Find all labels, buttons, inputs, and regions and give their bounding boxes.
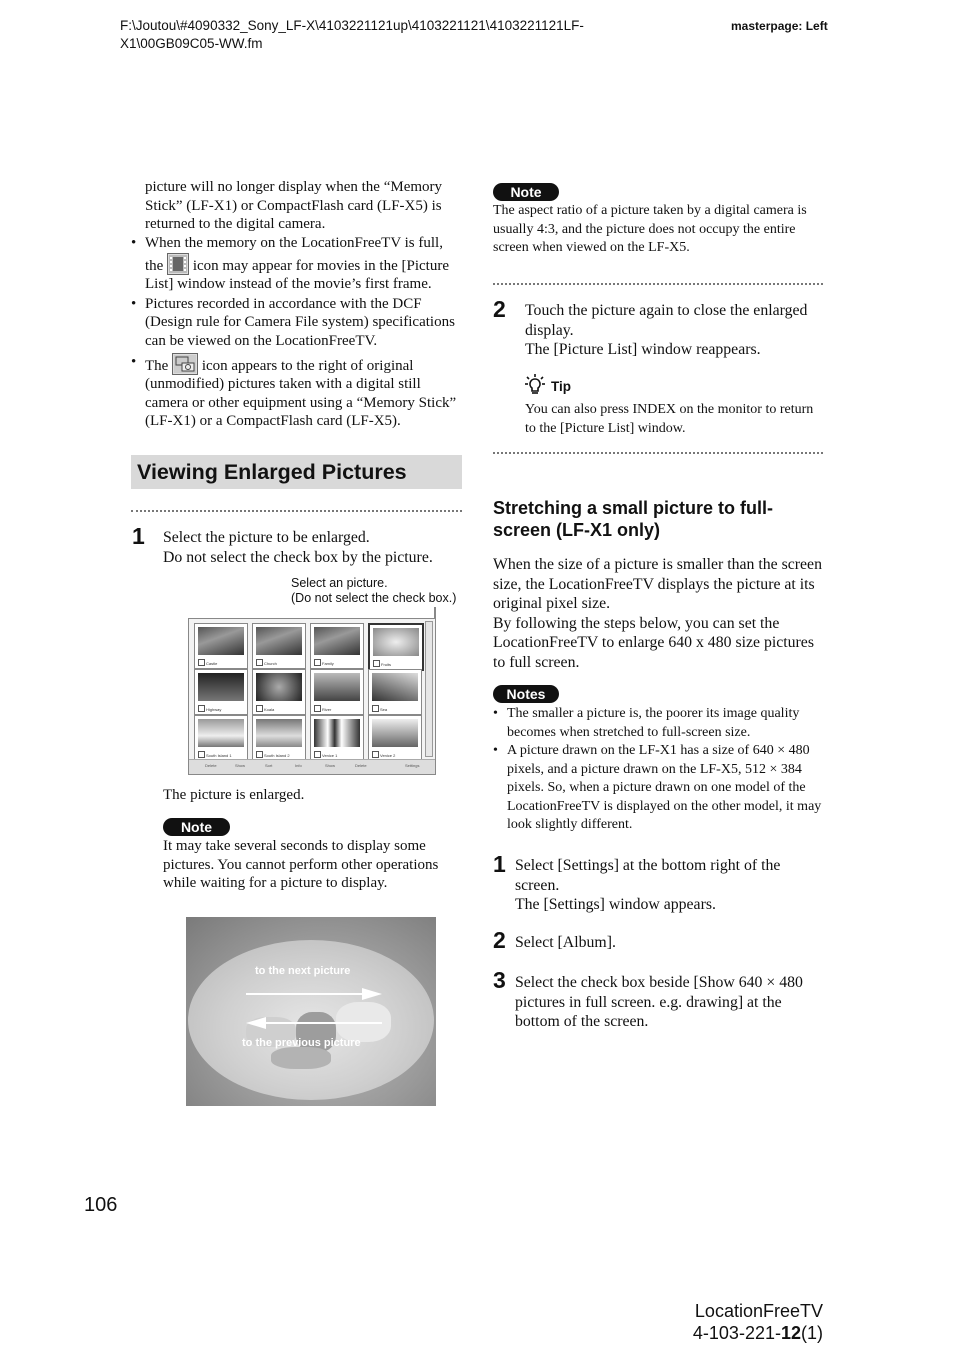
tip-text: You can also press INDEX on the monitor to return to the [Picture List] window.: [525, 402, 814, 436]
product-name: LocationFreeTV: [694, 1301, 823, 1321]
settings-button[interactable]: Settings: [405, 763, 420, 768]
thumbnail[interactable]: South Island 2: [252, 715, 306, 761]
enlarged-caption: The picture is enlarged.: [163, 787, 305, 803]
thumbnail[interactable]: Castle: [194, 623, 248, 669]
settings-step-2: Select [Album].: [515, 934, 616, 951]
bullet-item: • The icon appears to the right of original (unmodified) pictures taken with a digital still camera or other equipment using a “Memory Stick” (LF-X1) or a CompactFlash card (LF-X5).: [131, 353, 463, 431]
bullet-list: [131, 234, 463, 431]
notes-item: • A picture drawn on the LF-X1 has a size of 640 × 480 pixels, and a picture drawn on the LF-X5, 512 × 384 pixels. So, when a picture drawn on one model of the LocationFreeTV is displayed on the other model, it may look slightly different.: [493, 742, 825, 835]
thumbnail[interactable]: Koala: [252, 669, 306, 715]
toolbar-button[interactable]: Show: [235, 763, 246, 768]
notes-list: [493, 705, 825, 835]
intro-continued: picture will no longer display when the “Memory Stick” (LF-X1) or CompactFlash card (LF-X5) is returned to the digital camera.: [145, 179, 443, 233]
product-code: 4-103-221-12(1): [692, 1323, 823, 1343]
next-picture-label: to the next picture: [255, 965, 351, 977]
thumbnail[interactable]: Family: [310, 623, 364, 669]
thumbnail[interactable]: Venice 2: [368, 715, 422, 761]
step-number: 1: [493, 851, 506, 877]
masterpage-label: masterpage: Left: [731, 19, 828, 33]
thumbnail[interactable]: Church: [252, 623, 306, 669]
lightbulb-icon: [525, 374, 545, 396]
bullet-item: • Pictures recorded in accordance with the DCF (Design rule for Camera File system) specifications can be viewed on the LocationFreeTV.: [131, 295, 463, 351]
note-badge: Note: [163, 818, 230, 836]
thumbnail[interactable]: South Island 1: [194, 715, 248, 761]
step-number: 2: [493, 296, 506, 322]
footer-product-code: [640, 1300, 823, 1344]
thumbnail[interactable]: Venice 1: [310, 715, 364, 761]
scrollbar[interactable]: [425, 621, 433, 757]
thumbnail[interactable]: Sea: [368, 669, 422, 715]
subsection-title: Stretching a small picture to full-screen (LF-X1 only): [493, 498, 774, 540]
arrow-right-icon: [244, 987, 384, 1001]
bullet-item: • When the memory on the LocationFreeTV is full, the icon may appear for movies in the [Picture List] window instead of the movie’s first frame.: [131, 234, 463, 294]
page-number: 106: [84, 1194, 118, 1216]
arrow-left-icon: [244, 1016, 384, 1030]
toolbar-button[interactable]: Delete: [355, 763, 367, 768]
file-path-line2: X1\00GB09C05-WW.fm: [120, 36, 263, 51]
step-2-text: Touch the picture again to close the enlarged display. The [Picture List] window reappears.: [525, 302, 808, 358]
step-number: 3: [493, 967, 506, 993]
section-title: Viewing Enlarged Pictures: [131, 455, 462, 489]
callout-label: Select an picture. (Do not select the check box.): [291, 576, 457, 605]
thumbnail[interactable]: River: [310, 669, 364, 715]
picture-list-toolbar: [189, 759, 435, 774]
enlarged-photo[interactable]: [186, 917, 436, 1106]
notes-badge: Notes: [493, 685, 559, 703]
thumbnail[interactable]: Highway: [194, 669, 248, 715]
toolbar-button[interactable]: Show: [325, 763, 336, 768]
settings-step-1: Select [Settings] at the bottom right of the screen. The [Settings] window appears.: [515, 857, 781, 913]
step-1-text: Select the picture to be enlarged. Do not select the check box by the picture.: [163, 529, 433, 566]
note-text: It may take several seconds to display some pictures. You cannot perform other operations while waiting for a picture to display.: [163, 838, 439, 892]
camera-original-icon: [172, 353, 198, 375]
step-number: 2: [493, 927, 506, 953]
toolbar-button[interactable]: Delete: [205, 763, 217, 768]
settings-step-3: Select the check box beside [Show 640 × 480 pictures in full screen. e.g. drawing] at the bottom of the screen.: [515, 974, 803, 1030]
picture-list-screenshot: [188, 618, 436, 775]
dotted-divider: [493, 283, 823, 285]
thumbnail-selected[interactable]: Fruits: [368, 623, 424, 671]
note-text: The aspect ratio of a picture taken by a digital camera is usually 4:3, and the picture does not occupy the entire screen when viewed on the LF-X5.: [493, 203, 807, 255]
body-paragraph: When the size of a picture is smaller than the screen size, the LocationFreeTV displays the picture at its original pixel size. By following the steps below, you can set the LocationFreeTV to enlarge 640 x 480 size pictures to full screen.: [493, 556, 822, 671]
file-path-line1: F:\Joutou\#4090332_Sony_LF-X\4103221121up\4103221121\4103221121LF-: [120, 18, 584, 33]
toolbar-button[interactable]: Info: [295, 763, 302, 768]
tip-label: Tip: [551, 379, 571, 394]
file-path-header: [120, 17, 660, 53]
toolbar-button[interactable]: Sort: [265, 763, 273, 768]
previous-picture-label: to the previous picture: [242, 1037, 361, 1049]
film-icon: [167, 253, 189, 275]
notes-item: • The smaller a picture is, the poorer its image quality becomes when stretched to full-screen size.: [493, 705, 825, 742]
dotted-divider: [131, 510, 462, 512]
note-badge: Note: [493, 183, 559, 201]
dotted-divider: [493, 452, 823, 454]
step-number: 1: [132, 523, 145, 549]
